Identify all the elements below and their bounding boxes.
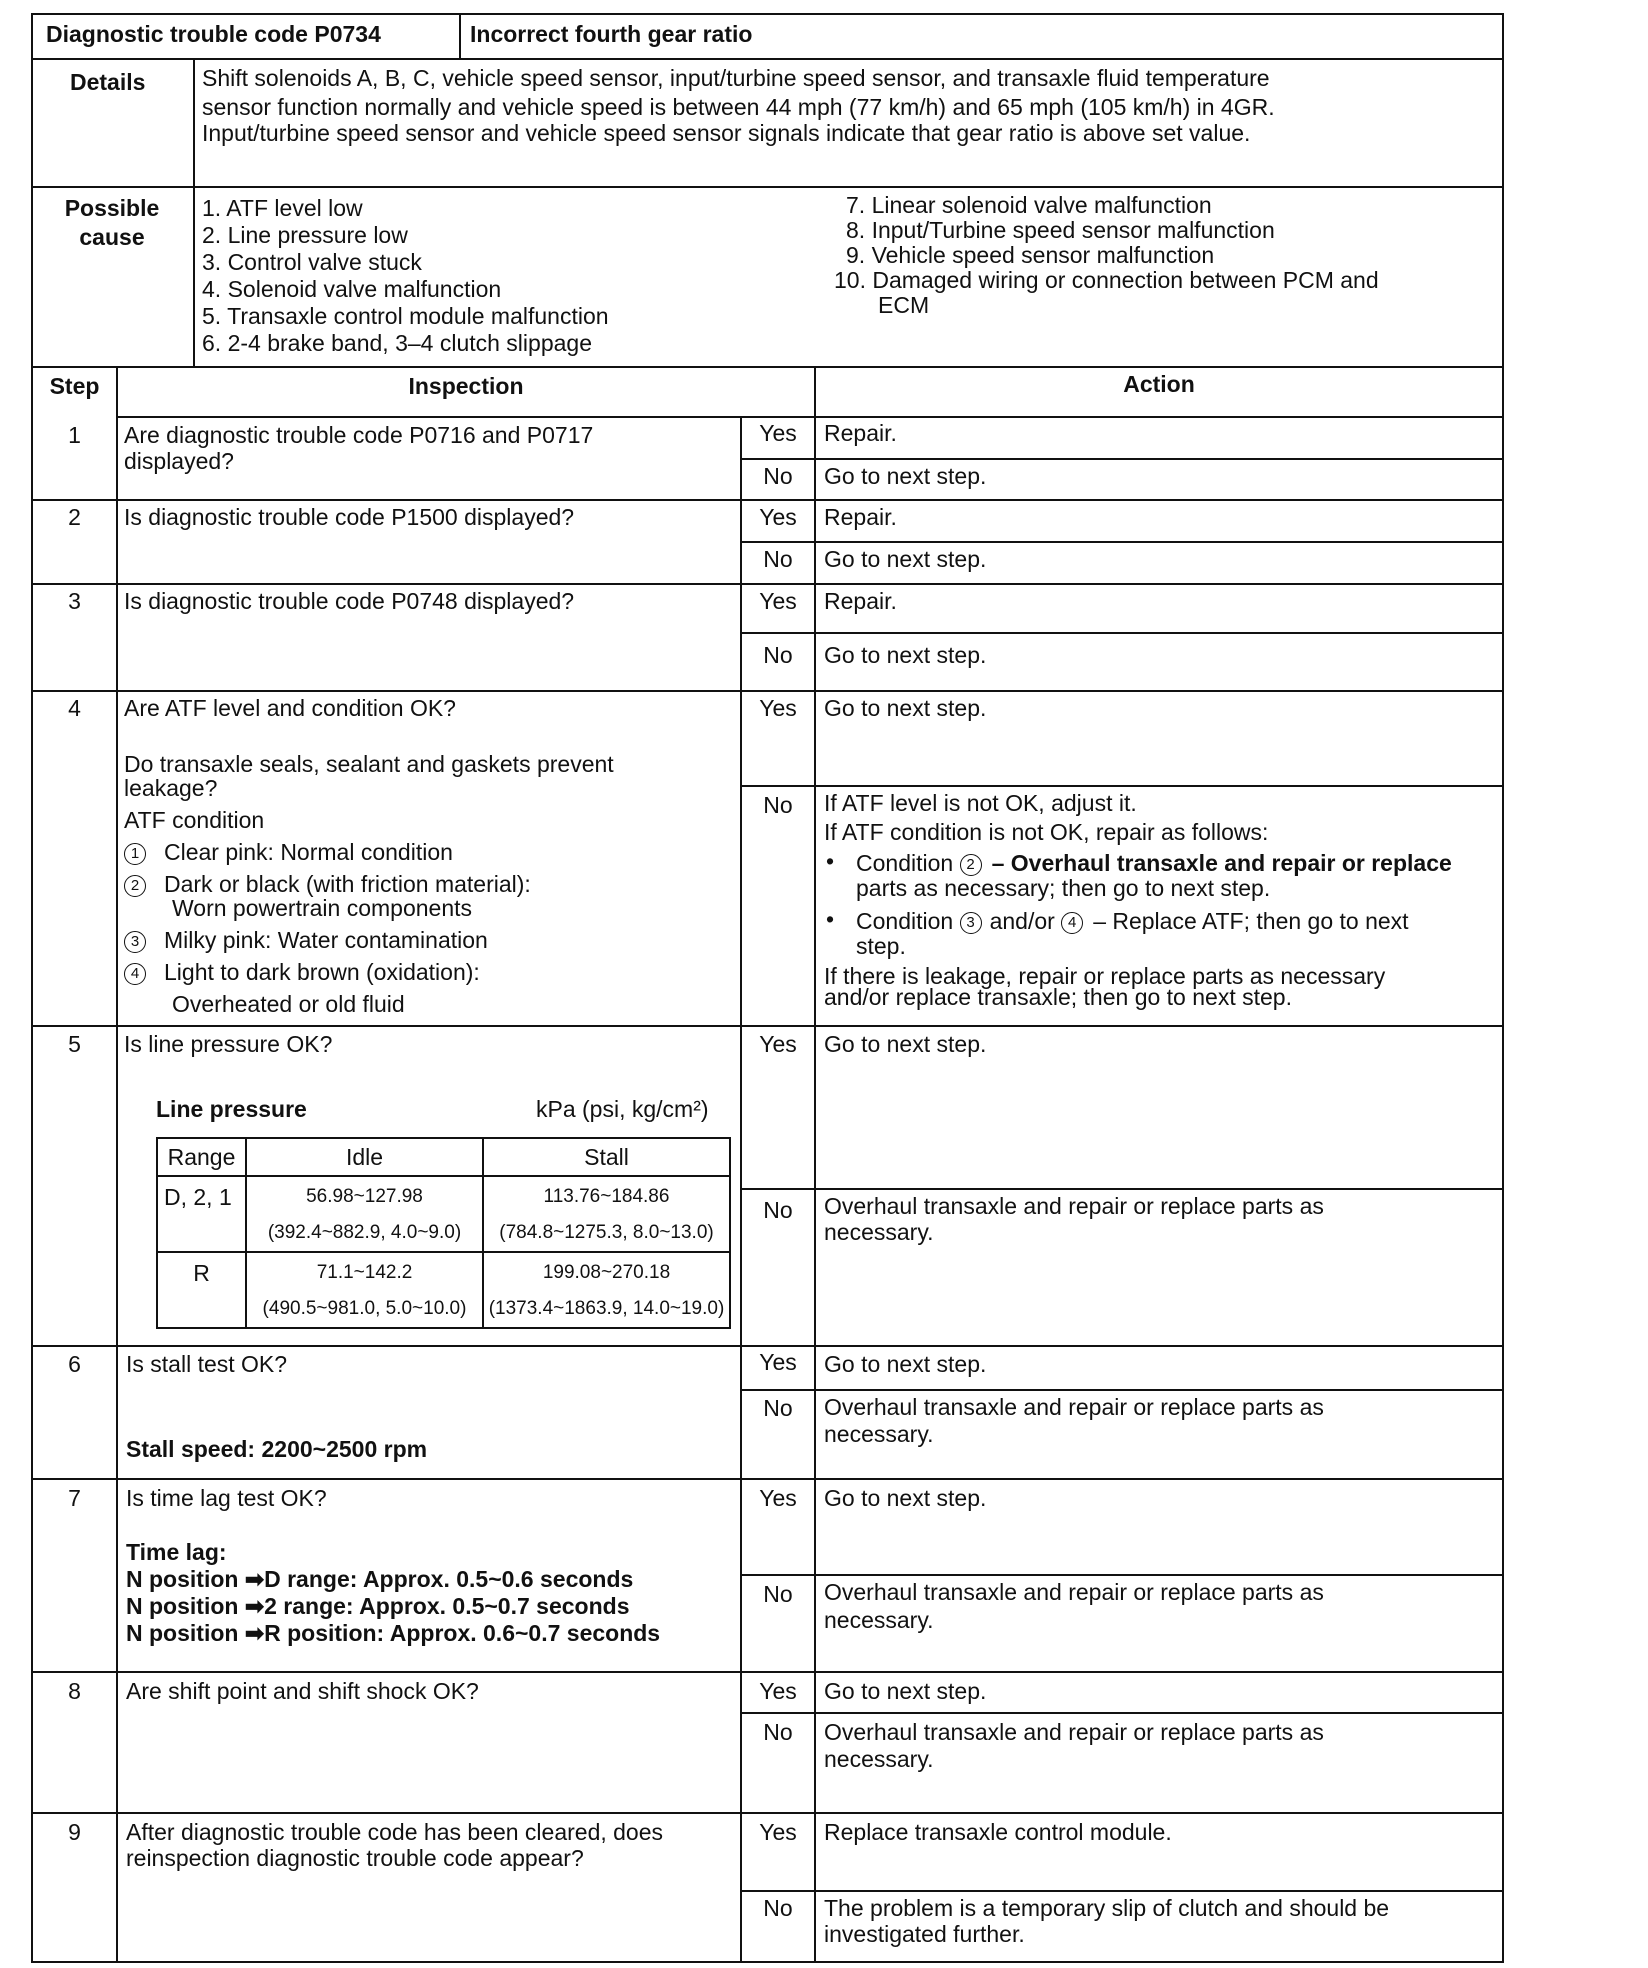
step-number: 5 [68, 1031, 81, 1057]
inspection-text: Is diagnostic trouble code P0748 displayed? [124, 588, 575, 614]
details-label: Details [70, 69, 146, 95]
cause-item: 10. Damaged wiring or connection between PCM and [834, 267, 1379, 293]
action-no-bullet: Condition 2 – Overhaul transaxle and repair or replace [856, 850, 1452, 876]
step-number: 3 [68, 588, 81, 614]
no-label: No [763, 1581, 793, 1607]
inspection-text: Is diagnostic trouble code P1500 displayed? [124, 504, 575, 530]
action-yes: Repair. [824, 420, 897, 446]
inspection-text: Are ATF level and condition OK? [124, 695, 456, 721]
circled-number-icon: 4 [124, 963, 146, 985]
atf-condition-item: 1 Clear pink: Normal condition [124, 840, 453, 865]
time-lag-title: Time lag: [126, 1539, 227, 1565]
line-pressure-title: Line pressure [156, 1096, 307, 1122]
action-no-bullet-cont: step. [856, 933, 906, 959]
table-cell-idle: (392.4~882.9, 4.0~9.0) [267, 1222, 462, 1243]
action-no: Overhaul transaxle and repair or replace parts as [824, 1394, 1324, 1420]
action-yes: Repair. [824, 504, 897, 530]
inspection-text: Is line pressure OK? [124, 1031, 333, 1057]
inspection-text: Is time lag test OK? [126, 1485, 327, 1511]
atf-condition-item-cont: Worn powertrain components [172, 895, 472, 921]
no-label: No [763, 1895, 793, 1921]
line-pressure-unit: kPa (psi, kg/cm²) [536, 1096, 709, 1122]
step-number: 2 [68, 504, 81, 530]
circled-number-icon: 2 [960, 854, 982, 876]
yes-label: Yes [759, 1819, 797, 1845]
action-no: Go to next step. [824, 642, 987, 668]
cause-item: 5. Transaxle control module malfunction [202, 303, 609, 329]
inspection-text: leakage? [124, 775, 218, 801]
action-no: If ATF condition is not OK, repair as follows: [824, 819, 1269, 845]
inspection-text: Do transaxle seals, sealant and gaskets prevent [124, 751, 614, 777]
action-no-bullet-cont: parts as necessary; then go to next step. [856, 875, 1271, 901]
action-yes: Go to next step. [824, 1485, 987, 1511]
stall-speed-spec: Stall speed: 2200~2500 rpm [126, 1436, 428, 1462]
table-cell-stall: (784.8~1275.3, 8.0~13.0) [499, 1222, 714, 1243]
action-no: The problem is a temporary slip of clutch and should be [824, 1895, 1390, 1921]
time-lag-item: N position ➡D range: Approx. 0.5~0.6 seconds [126, 1566, 634, 1592]
step-number: 9 [68, 1819, 81, 1845]
action-no: investigated further. [824, 1921, 1025, 1947]
no-label: No [763, 546, 793, 572]
yes-label: Yes [759, 504, 797, 530]
table-cell-idle: 71.1~142.2 [316, 1262, 413, 1283]
right-arrow-icon: ➡ [244, 1593, 265, 1619]
details-line: Input/turbine speed sensor and vehicle speed sensor signals indicate that gear ratio is above set value. [202, 120, 1251, 146]
bullet-icon: • [826, 848, 835, 874]
action-yes: Repair. [824, 588, 897, 614]
atf-condition-item: 2 Dark or black (with friction material): [124, 872, 531, 897]
table-cell-stall: 199.08~270.18 [542, 1262, 671, 1283]
time-lag-item: N position ➡R position: Approx. 0.6~0.7 seconds [126, 1620, 661, 1646]
no-label: No [763, 1719, 793, 1745]
atf-condition-item: 4 Light to dark brown (oxidation): [124, 960, 480, 985]
yes-label: Yes [759, 1678, 797, 1704]
cause-item: 3. Control valve stuck [202, 249, 422, 275]
action-no: If there is leakage, repair or replace parts as necessary [824, 963, 1386, 989]
no-label: No [763, 463, 793, 489]
right-arrow-icon: ➡ [244, 1620, 265, 1646]
action-no: Overhaul transaxle and repair or replace parts as [824, 1719, 1324, 1745]
table-cell-idle: 56.98~127.98 [306, 1186, 423, 1207]
cause-item: 1. ATF level low [202, 195, 363, 221]
action-yes: Go to next step. [824, 1031, 987, 1057]
no-label: No [763, 1197, 793, 1223]
column-header-step: Step [49, 373, 100, 399]
action-no: Overhaul transaxle and repair or replace parts as [824, 1193, 1324, 1219]
step-number: 4 [68, 695, 81, 721]
action-no: necessary. [824, 1219, 934, 1245]
action-no: necessary. [824, 1746, 934, 1772]
cause-item: 2. Line pressure low [202, 222, 408, 248]
action-no: Go to next step. [824, 463, 987, 489]
atf-condition-item: 3 Milky pink: Water contamination [124, 928, 488, 953]
inspection-text: Are shift point and shift shock OK? [126, 1678, 479, 1704]
table-cell-stall: (1373.4~1863.9, 14.0~19.0) [488, 1298, 725, 1319]
action-no: Go to next step. [824, 546, 987, 572]
action-no: Overhaul transaxle and repair or replace parts as [824, 1579, 1324, 1605]
step-number: 8 [68, 1678, 81, 1704]
action-yes: Go to next step. [824, 1678, 987, 1704]
cause-item: 6. 2-4 brake band, 3–4 clutch slippage [202, 330, 592, 356]
table-cell-range: R [193, 1260, 210, 1286]
table-cell-stall: 113.76~184.86 [543, 1186, 670, 1207]
table-header-idle: Idle [345, 1144, 384, 1170]
inspection-text: reinspection diagnostic trouble code appear? [126, 1845, 584, 1871]
yes-label: Yes [759, 1485, 797, 1511]
cause-item: 7. Linear solenoid valve malfunction [846, 192, 1212, 218]
table-header-stall: Stall [584, 1144, 629, 1170]
column-header-inspection: Inspection [408, 373, 524, 399]
table-cell-range: D, 2, 1 [164, 1184, 232, 1210]
yes-label: Yes [759, 695, 797, 721]
no-label: No [763, 792, 793, 818]
circled-number-icon: 2 [124, 875, 146, 897]
bullet-icon: • [826, 906, 835, 932]
details-line: Shift solenoids A, B, C, vehicle speed sensor, input/turbine speed sensor, and transaxle fluid temperature [202, 65, 1270, 91]
step-number: 7 [68, 1485, 81, 1511]
step-number: 6 [68, 1351, 81, 1377]
circled-number-icon: 3 [124, 931, 146, 953]
action-yes: Go to next step. [824, 1351, 987, 1377]
action-no-bullet: Condition 3 and/or 4 – Replace ATF; then go to next [856, 908, 1409, 934]
yes-label: Yes [759, 1031, 797, 1057]
possible-cause-label: cause [79, 224, 145, 250]
details-line: sensor function normally and vehicle speed is between 44 mph (77 km/h) and 65 mph (105 km/h) in 4GR. [202, 94, 1275, 120]
action-no: necessary. [824, 1607, 934, 1633]
no-label: No [763, 1395, 793, 1421]
column-header-action: Action [1123, 371, 1195, 397]
yes-label: Yes [759, 588, 797, 614]
yes-label: Yes [759, 420, 797, 446]
action-no: necessary. [824, 1421, 934, 1447]
inspection-text: displayed? [124, 448, 234, 474]
inspection-text: Are diagnostic trouble code P0716 and P0717 [124, 422, 594, 448]
table-cell-idle: (490.5~981.0, 5.0~10.0) [262, 1298, 467, 1319]
circled-number-icon: 3 [960, 912, 982, 934]
time-lag-item: N position ➡2 range: Approx. 0.5~0.7 seconds [126, 1593, 630, 1619]
atf-condition-item-cont: Overheated or old fluid [172, 991, 405, 1017]
action-no: If ATF level is not OK, adjust it. [824, 790, 1137, 816]
right-arrow-icon: ➡ [244, 1566, 265, 1592]
action-yes: Go to next step. [824, 695, 987, 721]
cause-item: 8. Input/Turbine speed sensor malfunction [846, 217, 1275, 243]
cause-item: 4. Solenoid valve malfunction [202, 276, 502, 302]
step-number: 1 [68, 422, 81, 448]
table-header-range: Range [167, 1144, 236, 1170]
atf-condition-title: ATF condition [124, 807, 265, 833]
action-no: and/or replace transaxle; then go to next step. [824, 984, 1292, 1010]
circled-number-icon: 4 [1061, 912, 1083, 934]
circled-number-icon: 1 [124, 843, 146, 865]
inspection-text: Is stall test OK? [126, 1351, 288, 1377]
dtc-code-label: Diagnostic trouble code P0734 [46, 21, 381, 47]
cause-item: ECM [878, 292, 930, 318]
possible-cause-label: Possible [64, 195, 160, 221]
yes-label: Yes [759, 1349, 797, 1375]
no-label: No [763, 642, 793, 668]
cause-item: 9. Vehicle speed sensor malfunction [846, 242, 1215, 268]
dtc-title: Incorrect fourth gear ratio [470, 21, 753, 47]
action-yes: Replace transaxle control module. [824, 1819, 1172, 1845]
inspection-text: After diagnostic trouble code has been cleared, does [126, 1819, 664, 1845]
